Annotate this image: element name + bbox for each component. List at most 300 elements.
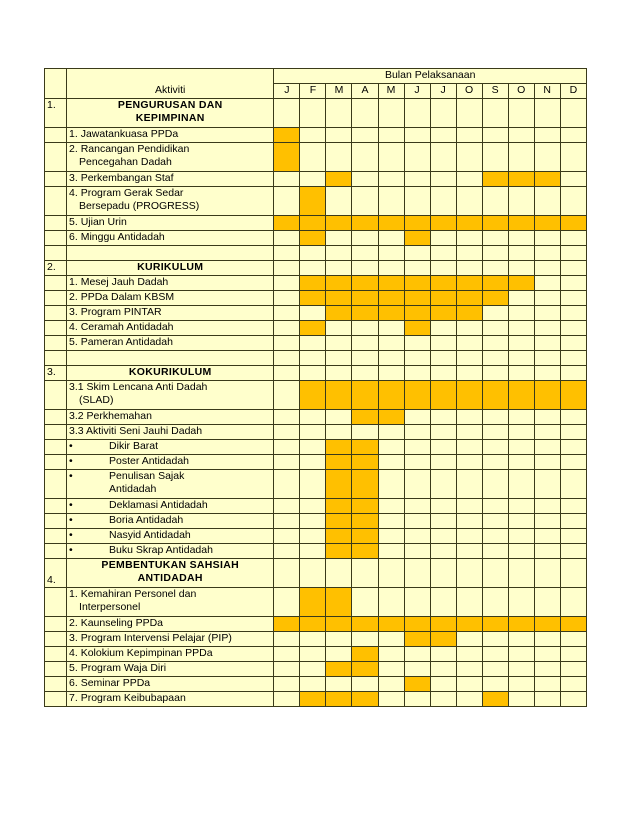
month-cell xyxy=(430,470,456,499)
month-cell-active xyxy=(352,306,378,321)
month-cell xyxy=(274,306,300,321)
month-cell xyxy=(430,677,456,692)
month-cell xyxy=(508,662,534,677)
month-cell xyxy=(560,440,586,455)
activity-label-line: 1. Jawatankuasa PPDa xyxy=(69,128,179,140)
number-spacer-cell xyxy=(45,588,67,617)
section-title-line: KEPIMPINAN xyxy=(135,112,205,124)
month-cell xyxy=(508,440,534,455)
activity-label xyxy=(67,647,274,662)
month-cell-active xyxy=(534,216,560,231)
month-cell xyxy=(430,499,456,514)
month-cell xyxy=(352,172,378,187)
number-spacer-cell xyxy=(45,440,67,455)
month-cell xyxy=(560,336,586,351)
month-cell-active xyxy=(274,617,300,632)
activity-row xyxy=(45,647,587,662)
month-cell xyxy=(352,588,378,617)
month-cell xyxy=(378,559,404,588)
month-cell xyxy=(560,187,586,216)
number-spacer-cell xyxy=(45,128,67,143)
activity-row xyxy=(45,291,587,306)
month-cell xyxy=(352,128,378,143)
month-cell xyxy=(534,529,560,544)
month-cell xyxy=(300,440,326,455)
month-cell xyxy=(508,99,534,128)
activity-label xyxy=(67,692,274,707)
number-spacer-cell xyxy=(45,647,67,662)
bullet-icon: • xyxy=(69,470,73,482)
section-title xyxy=(67,559,274,588)
activity-plan-table xyxy=(44,68,587,707)
month-cell xyxy=(300,336,326,351)
month-cell xyxy=(352,187,378,216)
month-cell-active xyxy=(560,381,586,410)
activity-label-line: 3. Program PINTAR xyxy=(69,306,162,318)
activity-row xyxy=(45,499,587,514)
month-cell-active xyxy=(352,514,378,529)
month-cell xyxy=(456,455,482,470)
month-cell xyxy=(482,306,508,321)
month-cell xyxy=(534,455,560,470)
month-cell xyxy=(352,677,378,692)
month-cell xyxy=(352,425,378,440)
spacer-cell xyxy=(45,351,67,366)
activity-label-line: 3.3 Aktiviti Seni Jauhi Dadah xyxy=(69,425,203,437)
activity-row xyxy=(45,187,587,216)
month-cell-active xyxy=(404,677,430,692)
month-cell xyxy=(560,172,586,187)
month-cell xyxy=(508,588,534,617)
month-cell xyxy=(508,306,534,321)
month-cell xyxy=(378,128,404,143)
month-cell-active xyxy=(326,276,352,291)
month-cell-active xyxy=(378,216,404,231)
spacer-cell xyxy=(482,246,508,261)
month-cell-active xyxy=(534,381,560,410)
month-cell xyxy=(508,321,534,336)
bullet-icon: • xyxy=(69,499,73,511)
activity-label xyxy=(67,544,274,559)
activity-label xyxy=(67,617,274,632)
activity-row xyxy=(45,617,587,632)
section-title-line: KOKURIKULUM xyxy=(128,366,212,378)
month-cell xyxy=(508,187,534,216)
month-cell xyxy=(560,276,586,291)
month-cell xyxy=(404,559,430,588)
month-cell-active xyxy=(274,128,300,143)
month-cell xyxy=(404,588,430,617)
month-cell-active xyxy=(378,306,404,321)
month-cell-active xyxy=(430,617,456,632)
month-cell xyxy=(456,440,482,455)
month-cell xyxy=(430,172,456,187)
month-cell xyxy=(274,261,300,276)
section-number: 1. xyxy=(45,99,67,128)
month-cell xyxy=(378,544,404,559)
month-header-4: A xyxy=(352,84,378,99)
month-cell xyxy=(534,99,560,128)
month-cell xyxy=(508,544,534,559)
month-cell-active xyxy=(482,276,508,291)
month-cell xyxy=(560,128,586,143)
month-cell-active xyxy=(508,381,534,410)
month-cell xyxy=(534,187,560,216)
month-cell xyxy=(456,321,482,336)
month-cell xyxy=(508,455,534,470)
activity-label xyxy=(67,216,274,231)
month-cell xyxy=(300,306,326,321)
month-cell-active xyxy=(456,617,482,632)
month-cell xyxy=(534,261,560,276)
month-cell xyxy=(430,588,456,617)
bullet-icon: • xyxy=(69,455,73,467)
month-cell xyxy=(300,499,326,514)
month-cell xyxy=(560,455,586,470)
month-cell xyxy=(482,321,508,336)
month-cell xyxy=(326,143,352,172)
month-cell xyxy=(430,187,456,216)
number-spacer-cell xyxy=(45,231,67,246)
activity-label xyxy=(67,440,274,455)
month-cell xyxy=(404,336,430,351)
month-cell xyxy=(508,231,534,246)
month-cell xyxy=(378,187,404,216)
number-spacer-cell xyxy=(45,336,67,351)
month-cell xyxy=(274,692,300,707)
month-cell-active xyxy=(326,291,352,306)
month-cell xyxy=(378,261,404,276)
section-row xyxy=(45,99,587,128)
month-cell xyxy=(482,499,508,514)
month-cell-active xyxy=(378,291,404,306)
activity-label xyxy=(67,470,274,499)
activity-label-line: 5. Program Waja Diri xyxy=(69,662,167,674)
month-cell xyxy=(300,514,326,529)
spacer-cell xyxy=(45,246,67,261)
month-header-6: J xyxy=(404,84,430,99)
month-cell-active xyxy=(326,692,352,707)
month-cell xyxy=(352,366,378,381)
section-title xyxy=(67,261,274,276)
activity-plan-sheet xyxy=(44,68,587,707)
activity-row xyxy=(45,425,587,440)
month-cell xyxy=(560,677,586,692)
activity-row xyxy=(45,381,587,410)
month-cell-active xyxy=(482,381,508,410)
activity-row xyxy=(45,662,587,677)
month-cell xyxy=(508,366,534,381)
activity-row xyxy=(45,172,587,187)
activity-label-line: Dikir Barat xyxy=(109,440,159,452)
month-cell xyxy=(326,128,352,143)
month-cell xyxy=(534,470,560,499)
spacer-cell xyxy=(67,351,274,366)
month-cell xyxy=(508,261,534,276)
month-cell xyxy=(326,321,352,336)
month-cell-active xyxy=(326,514,352,529)
activity-label-line: Poster Antidadah xyxy=(109,455,190,467)
month-cell xyxy=(378,455,404,470)
month-cell xyxy=(456,692,482,707)
month-cell-active xyxy=(508,276,534,291)
month-cell-active xyxy=(404,276,430,291)
month-cell xyxy=(534,677,560,692)
month-cell xyxy=(430,440,456,455)
month-cell xyxy=(274,410,300,425)
month-cell-active xyxy=(404,306,430,321)
month-cell-active xyxy=(352,544,378,559)
month-cell xyxy=(456,499,482,514)
number-spacer-cell xyxy=(45,381,67,410)
activity-label-line: Buku Skrap Antidadah xyxy=(109,544,213,556)
spacer-cell xyxy=(378,351,404,366)
month-cell-active xyxy=(508,172,534,187)
month-cell xyxy=(274,514,300,529)
month-cell xyxy=(534,559,560,588)
number-spacer-cell xyxy=(45,455,67,470)
month-cell xyxy=(560,692,586,707)
month-cell xyxy=(482,544,508,559)
month-cell xyxy=(326,261,352,276)
month-cell xyxy=(482,143,508,172)
month-cell-active xyxy=(352,455,378,470)
month-cell-active xyxy=(274,216,300,231)
activity-label-line: 2. Kaunseling PPDa xyxy=(69,617,164,629)
month-cell xyxy=(378,470,404,499)
month-cell xyxy=(326,559,352,588)
month-cell xyxy=(378,99,404,128)
month-cell xyxy=(404,410,430,425)
month-cell xyxy=(560,306,586,321)
month-header-8: O xyxy=(456,84,482,99)
month-cell-active xyxy=(300,231,326,246)
spacer-cell xyxy=(326,351,352,366)
month-cell xyxy=(300,172,326,187)
activity-label xyxy=(67,336,274,351)
section-title xyxy=(67,99,274,128)
month-cell xyxy=(508,143,534,172)
activity-label xyxy=(67,588,274,617)
month-cell xyxy=(430,410,456,425)
month-cell-active xyxy=(404,231,430,246)
month-cell xyxy=(482,366,508,381)
month-cell xyxy=(534,514,560,529)
section-title-line: PEMBENTUKAN SAHSIAH xyxy=(101,559,239,571)
activity-label-line: 2. PPDa Dalam KBSM xyxy=(69,291,175,303)
month-cell xyxy=(560,99,586,128)
activity-label xyxy=(67,425,274,440)
month-cell xyxy=(534,692,560,707)
month-cell xyxy=(404,128,430,143)
month-cell xyxy=(352,261,378,276)
number-spacer-cell xyxy=(45,187,67,216)
month-cell-active xyxy=(326,440,352,455)
month-cell-active xyxy=(534,172,560,187)
spacer-cell xyxy=(534,351,560,366)
month-cell xyxy=(456,529,482,544)
month-cell-active xyxy=(300,381,326,410)
section-row xyxy=(45,366,587,381)
month-cell xyxy=(352,143,378,172)
spacer-cell xyxy=(560,351,586,366)
section-number: 3. xyxy=(45,366,67,381)
month-cell-active xyxy=(300,216,326,231)
month-cell-active xyxy=(352,440,378,455)
month-cell xyxy=(534,336,560,351)
header-number-cell xyxy=(45,69,67,99)
activity-label xyxy=(67,187,274,216)
section-number: 2. xyxy=(45,261,67,276)
month-cell-active xyxy=(326,617,352,632)
activity-row xyxy=(45,632,587,647)
month-cell xyxy=(482,455,508,470)
month-cell xyxy=(482,410,508,425)
month-cell xyxy=(300,632,326,647)
table-body xyxy=(45,69,587,707)
activity-label-line: 1. Kemahiran Personel dan xyxy=(69,588,197,600)
month-cell xyxy=(560,499,586,514)
month-cell-active xyxy=(456,276,482,291)
spacer-cell xyxy=(560,246,586,261)
month-cell xyxy=(560,143,586,172)
month-cell xyxy=(430,231,456,246)
activity-row xyxy=(45,455,587,470)
activity-row xyxy=(45,306,587,321)
activity-label-line: Interpersonel xyxy=(79,601,141,613)
activity-row xyxy=(45,544,587,559)
month-cell xyxy=(300,647,326,662)
month-cell xyxy=(326,410,352,425)
month-cell xyxy=(560,261,586,276)
activity-label-line: Pencegahan Dadah xyxy=(79,156,172,168)
month-cell xyxy=(352,559,378,588)
month-cell-active xyxy=(430,276,456,291)
month-cell xyxy=(326,647,352,662)
month-cell-active xyxy=(326,529,352,544)
activity-label xyxy=(67,172,274,187)
activity-label-line: 3. Perkembangan Staf xyxy=(69,172,174,184)
spacer-cell xyxy=(508,246,534,261)
month-cell xyxy=(378,440,404,455)
month-cell xyxy=(378,172,404,187)
spacer-cell xyxy=(378,246,404,261)
number-spacer-cell xyxy=(45,291,67,306)
month-cell xyxy=(482,647,508,662)
month-cell-active xyxy=(326,216,352,231)
month-cell xyxy=(534,366,560,381)
section-title-line: ANTIDADAH xyxy=(137,572,203,584)
month-cell xyxy=(300,677,326,692)
month-cell xyxy=(430,321,456,336)
month-cell xyxy=(456,425,482,440)
spacer-cell xyxy=(404,351,430,366)
month-cell xyxy=(300,410,326,425)
month-cell-active xyxy=(508,617,534,632)
header-bulan-pelaksanaan: Bulan Pelaksanaan xyxy=(274,69,587,84)
month-cell xyxy=(326,677,352,692)
month-cell xyxy=(456,143,482,172)
month-cell xyxy=(456,410,482,425)
month-header-2: F xyxy=(300,84,326,99)
activity-label-line: 5. Pameran Antidadah xyxy=(69,336,173,348)
month-cell xyxy=(482,632,508,647)
month-cell xyxy=(378,647,404,662)
month-cell-active xyxy=(430,306,456,321)
month-header-1: J xyxy=(274,84,300,99)
month-cell xyxy=(560,321,586,336)
month-cell-active xyxy=(300,617,326,632)
activity-row xyxy=(45,588,587,617)
month-cell xyxy=(326,187,352,216)
month-cell xyxy=(456,647,482,662)
month-cell xyxy=(378,632,404,647)
month-cell xyxy=(300,559,326,588)
month-cell xyxy=(534,321,560,336)
month-cell xyxy=(482,187,508,216)
month-header-7: J xyxy=(430,84,456,99)
month-cell xyxy=(274,276,300,291)
bullet-icon: • xyxy=(69,440,73,452)
activity-label xyxy=(67,321,274,336)
activity-label xyxy=(67,514,274,529)
spacer-cell xyxy=(534,246,560,261)
month-cell-active xyxy=(430,632,456,647)
month-cell-active xyxy=(300,692,326,707)
spacer-cell xyxy=(274,246,300,261)
activity-label xyxy=(67,410,274,425)
activity-label-line: 2. Rancangan Pendidikan xyxy=(69,143,190,155)
month-cell xyxy=(508,677,534,692)
month-cell-active xyxy=(326,172,352,187)
month-cell xyxy=(482,128,508,143)
month-cell xyxy=(404,172,430,187)
number-spacer-cell xyxy=(45,499,67,514)
activity-label-line: Nasyid Antidadah xyxy=(109,529,191,541)
month-cell xyxy=(534,588,560,617)
spacer-cell xyxy=(352,246,378,261)
spacer-cell xyxy=(300,246,326,261)
month-cell xyxy=(274,440,300,455)
section-number: 4. xyxy=(45,559,67,588)
section-title-line: PENGURUSAN DAN xyxy=(117,99,223,111)
month-cell xyxy=(482,529,508,544)
activity-label xyxy=(67,662,274,677)
month-cell xyxy=(430,128,456,143)
month-cell-active xyxy=(482,172,508,187)
month-cell-active xyxy=(352,216,378,231)
month-cell xyxy=(534,425,560,440)
month-cell xyxy=(274,321,300,336)
month-cell-active xyxy=(560,216,586,231)
month-cell xyxy=(378,514,404,529)
month-cell xyxy=(378,692,404,707)
activity-row xyxy=(45,276,587,291)
month-cell-active xyxy=(352,662,378,677)
month-cell xyxy=(560,425,586,440)
month-cell xyxy=(430,544,456,559)
month-cell xyxy=(534,231,560,246)
month-cell-active xyxy=(326,588,352,617)
month-cell xyxy=(404,692,430,707)
month-cell xyxy=(534,662,560,677)
spacer-cell xyxy=(482,351,508,366)
month-cell xyxy=(300,544,326,559)
spacer-cell xyxy=(456,351,482,366)
month-cell-active xyxy=(326,544,352,559)
month-cell xyxy=(274,366,300,381)
spacer-cell xyxy=(300,351,326,366)
